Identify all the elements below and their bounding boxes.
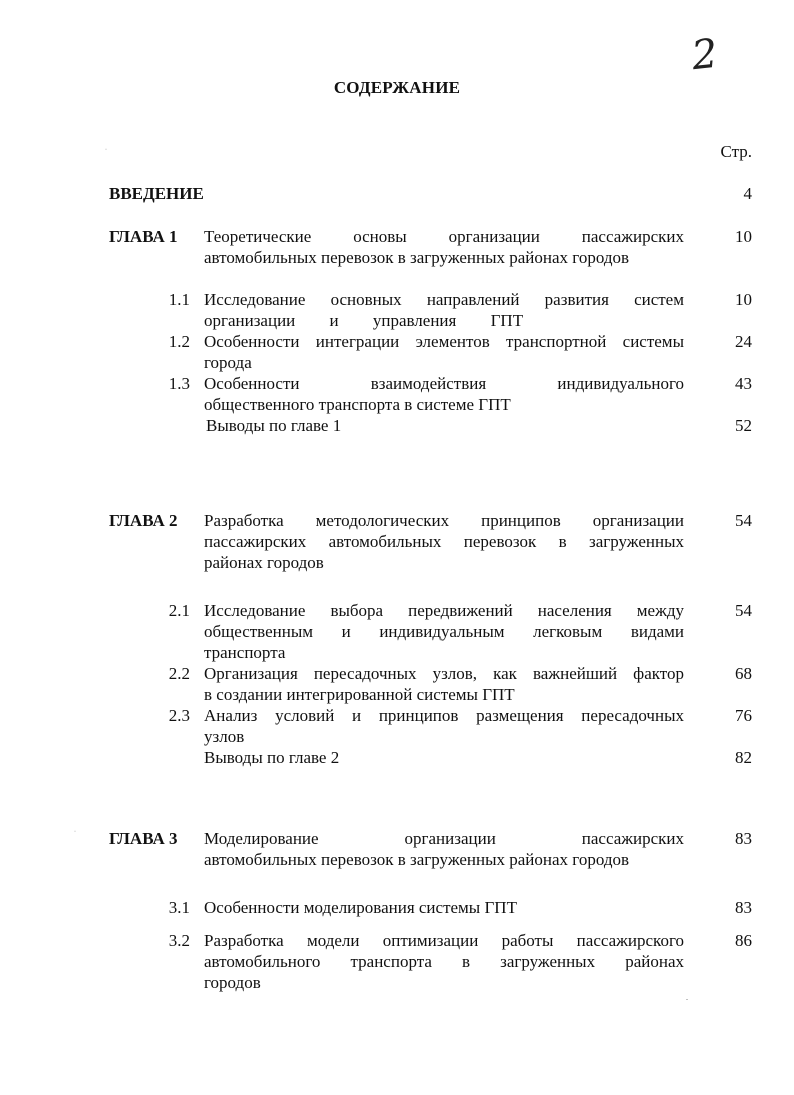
section-number: 3.1: [168, 898, 190, 917]
page-column-label: Стр.: [720, 142, 752, 161]
conclusion-page: 82: [735, 748, 752, 767]
section-page: 68: [735, 664, 752, 683]
intro-page: 4: [743, 184, 752, 203]
section-title-line: Исследование выбора передвижений населения между: [204, 601, 684, 620]
section-title-line: узлов: [204, 727, 245, 746]
scan-speck: ·: [74, 829, 76, 835]
section-page: 86: [735, 931, 752, 950]
section-title-line: автомобильного транспорта в загруженных районах: [204, 952, 684, 971]
conclusion-label: Выводы по главе 2: [204, 748, 340, 767]
section-title-line: в создании интегрированной системы ГПТ: [204, 685, 515, 704]
section-title-line: Особенности взаимодействия индивидуального: [204, 374, 684, 393]
intro-label: ВВЕДЕНИЕ: [109, 184, 204, 203]
handwritten-page-number: 2: [689, 30, 720, 80]
section-title-line: Организация пересадочных узлов, как важнейший фактор: [204, 664, 684, 683]
chapter-title-line: автомобильных перевозок в загруженных районах городов: [204, 850, 630, 869]
section-title-line: организации и управления ГПТ: [204, 311, 524, 330]
section-number: 2.1: [168, 601, 190, 620]
section-title-line: Особенности моделирования системы ГПТ: [204, 898, 517, 917]
section-title-line: общественным и индивидуальным легковым видами: [204, 622, 684, 641]
section-title-line: города: [204, 353, 252, 372]
chapter-label: ГЛАВА 1: [109, 227, 178, 246]
section-page: 43: [735, 374, 752, 393]
section-page: 24: [735, 332, 752, 351]
conclusion-page: 52: [735, 416, 752, 435]
chapter-title-line: пассажирских автомобильных перевозок в загруженных: [204, 532, 684, 551]
section-title-line: Разработка модели оптимизации работы пассажирского: [204, 931, 684, 950]
section-title-line: транспорта: [204, 643, 286, 662]
chapter-page: 54: [735, 511, 752, 530]
section-title-line: Особенности интеграции элементов транспортной системы: [204, 332, 684, 351]
scan-speck: -: [686, 997, 688, 1003]
chapter-page: 10: [735, 227, 752, 246]
chapter-title-line: Разработка методологических принципов организации: [204, 511, 684, 530]
section-page: 83: [735, 898, 752, 917]
chapter-label: ГЛАВА 3: [109, 829, 178, 848]
chapter-title-line: районах городов: [204, 553, 324, 572]
section-page: 54: [735, 601, 752, 620]
section-number: 2.2: [168, 664, 190, 683]
section-page: 76: [735, 706, 752, 725]
section-number: 3.2: [168, 931, 190, 950]
section-title-line: городов: [204, 973, 261, 992]
page-title: СОДЕРЖАНИЕ: [333, 78, 461, 97]
chapter-page: 83: [735, 829, 752, 848]
section-title-line: Исследование основных направлений развития систем: [204, 290, 684, 309]
conclusion-label: Выводы по главе 1: [206, 416, 342, 435]
section-page: 10: [735, 290, 752, 309]
chapter-title-line: Теоретические основы организации пассажирских: [204, 227, 684, 246]
chapter-title-line: Моделирование организации пассажирских: [204, 829, 684, 848]
section-title-line: Анализ условий и принципов размещения пересадочных: [204, 706, 684, 725]
scan-speck: ·: [105, 147, 107, 153]
section-number: 2.3: [168, 706, 190, 725]
section-number: 1.3: [168, 374, 190, 393]
section-title-line: общественного транспорта в системе ГПТ: [204, 395, 511, 414]
chapter-title-line: автомобильных перевозок в загруженных районах городов: [204, 248, 630, 267]
section-number: 1.1: [168, 290, 190, 309]
section-number: 1.2: [168, 332, 190, 351]
chapter-label: ГЛАВА 2: [109, 511, 178, 530]
